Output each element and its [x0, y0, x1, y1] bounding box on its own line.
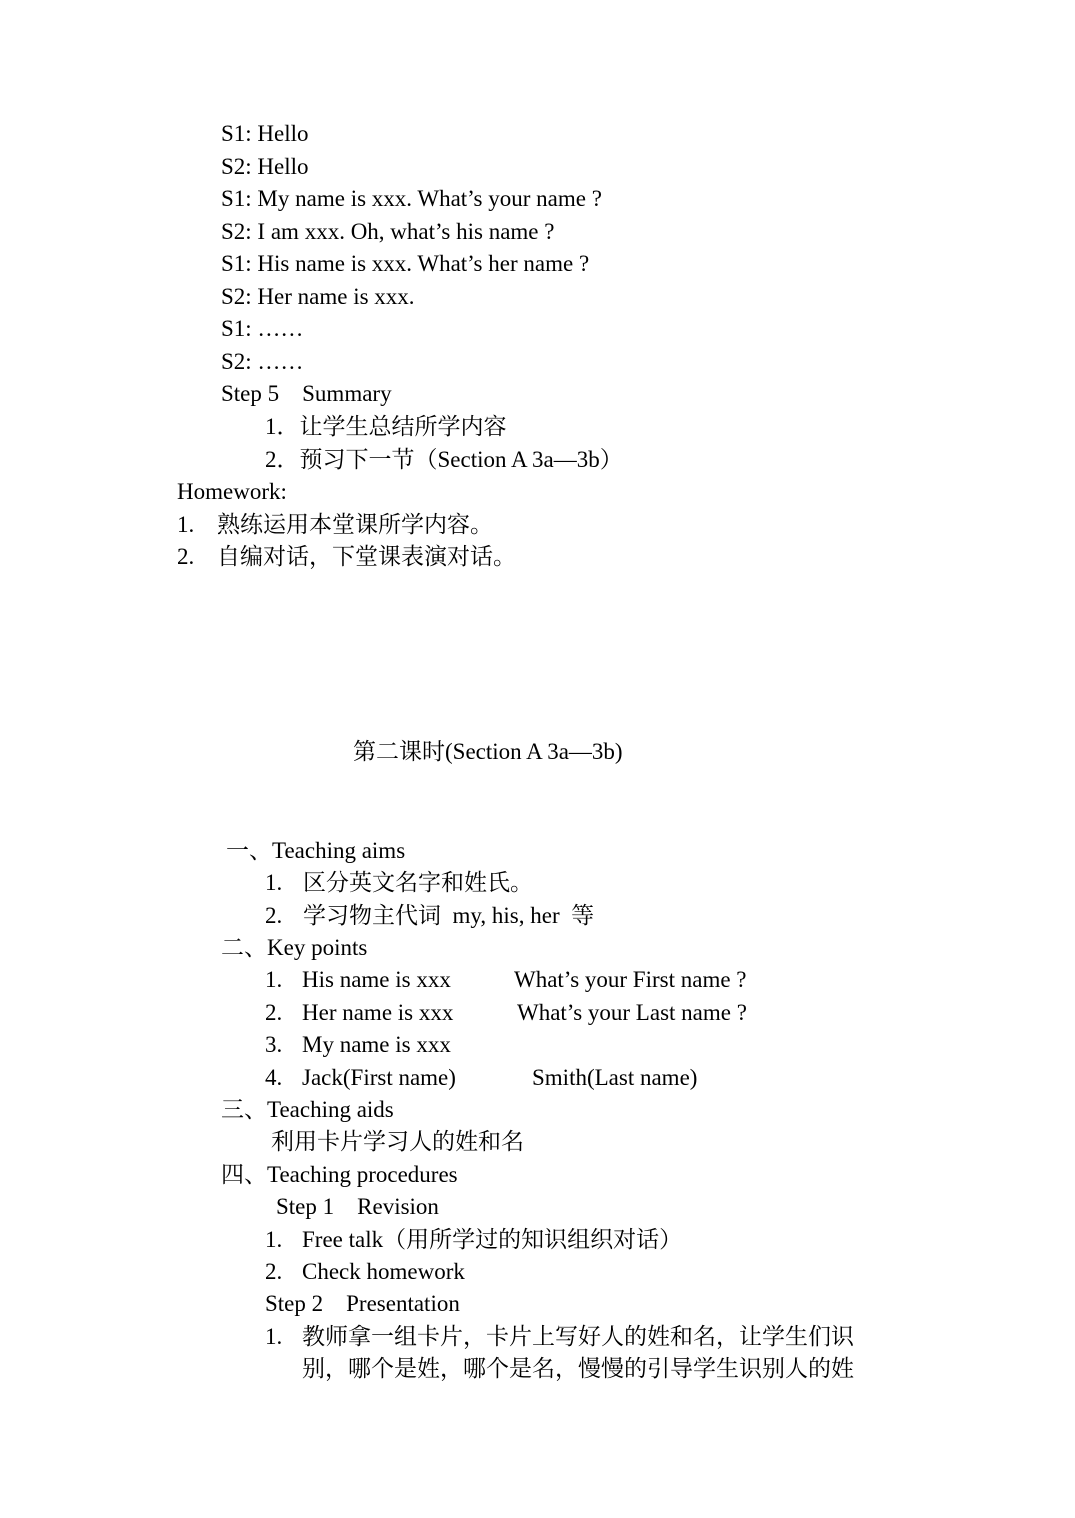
- dialogue-line: S2: I am xxx. Oh, what’s his name ?: [221, 219, 555, 244]
- dialogue-line: S1: ……: [221, 316, 304, 341]
- list-item: [265, 1323, 854, 1351]
- key-point-item: [265, 1031, 451, 1059]
- key-point-right: What’s your Last name ?: [517, 1000, 747, 1025]
- dialogue-line: S2: Her name is xxx.: [221, 284, 415, 309]
- list-text: Check homework: [302, 1259, 465, 1284]
- key-point-left: Jack(First name): [302, 1065, 456, 1090]
- list-number: 4.: [265, 1065, 283, 1090]
- list-item: [265, 902, 594, 930]
- list-number: 1.: [265, 870, 283, 895]
- lesson-title: 第二课时(Section A 3a—3b): [353, 739, 623, 764]
- list-text: 熟练运用本堂课所学内容。: [217, 512, 493, 537]
- list-number: 3.: [265, 1032, 283, 1057]
- list-number: 1.: [265, 1324, 283, 1349]
- key-point-item: [265, 1064, 697, 1092]
- list-item: [265, 1226, 682, 1254]
- list-number: 1.: [265, 967, 283, 992]
- list-number: 2.: [265, 1000, 283, 1025]
- key-point-left: My name is xxx: [302, 1032, 451, 1057]
- list-text: 区分英文名字和姓氏。: [303, 870, 533, 895]
- dialogue-line: S1: His name is xxx. What’s her name ?: [221, 251, 590, 276]
- key-point-right: What’s your First name ?: [514, 967, 747, 992]
- section-text: 利用卡片学习人的姓和名: [271, 1129, 524, 1154]
- list-number: 2.: [265, 1259, 283, 1284]
- key-point-item: [265, 999, 747, 1027]
- dialogue-line: S2: Hello: [221, 154, 309, 179]
- dialogue-line: S1: My name is xxx. What’s your name ?: [221, 186, 602, 211]
- section-heading: 四、Teaching procedures: [221, 1162, 458, 1187]
- list-number: 1.: [177, 512, 195, 537]
- list-text-continuation: 别，哪个是姓，哪个是名，慢慢的引导学生识别人的姓: [302, 1356, 854, 1381]
- list-text: 自编对话，下堂课表演对话。: [217, 544, 516, 569]
- key-point-left: Her name is xxx: [302, 1000, 454, 1025]
- list-text: 教师拿一组卡片，卡片上写好人的姓和名，让学生们识: [302, 1324, 854, 1349]
- list-item: [265, 869, 533, 897]
- key-point-left: His name is xxx: [302, 967, 451, 992]
- list-text: 学习物主代词 my, his, her 等: [303, 903, 595, 928]
- step5-item: 2．预习下一节（Section A 3a—3b）: [265, 447, 623, 472]
- step-heading: Step 1 Revision: [276, 1194, 439, 1219]
- dialogue-line: S1: Hello: [221, 121, 309, 146]
- homework-item: [177, 543, 516, 571]
- list-number: 2.: [177, 544, 195, 569]
- homework-heading: Homework:: [177, 479, 287, 504]
- step5-item: 1．让学生总结所学内容: [265, 414, 507, 439]
- section-heading: 一、Teaching aims: [226, 838, 406, 863]
- step-heading: Step 2 Presentation: [265, 1291, 460, 1316]
- homework-item: [177, 511, 493, 539]
- key-point-item: [265, 966, 747, 994]
- list-number: 1.: [265, 1227, 283, 1252]
- key-point-right: Smith(Last name): [532, 1065, 698, 1090]
- list-number: 2.: [265, 903, 283, 928]
- list-item: [265, 1258, 465, 1286]
- dialogue-line: S2: ……: [221, 349, 304, 374]
- list-text: Free talk（用所学过的知识组织对话）: [302, 1227, 683, 1252]
- section-heading: 三、Teaching aids: [221, 1097, 394, 1122]
- section-heading: 二、Key points: [221, 935, 368, 960]
- step5-heading: Step 5 Summary: [221, 381, 392, 406]
